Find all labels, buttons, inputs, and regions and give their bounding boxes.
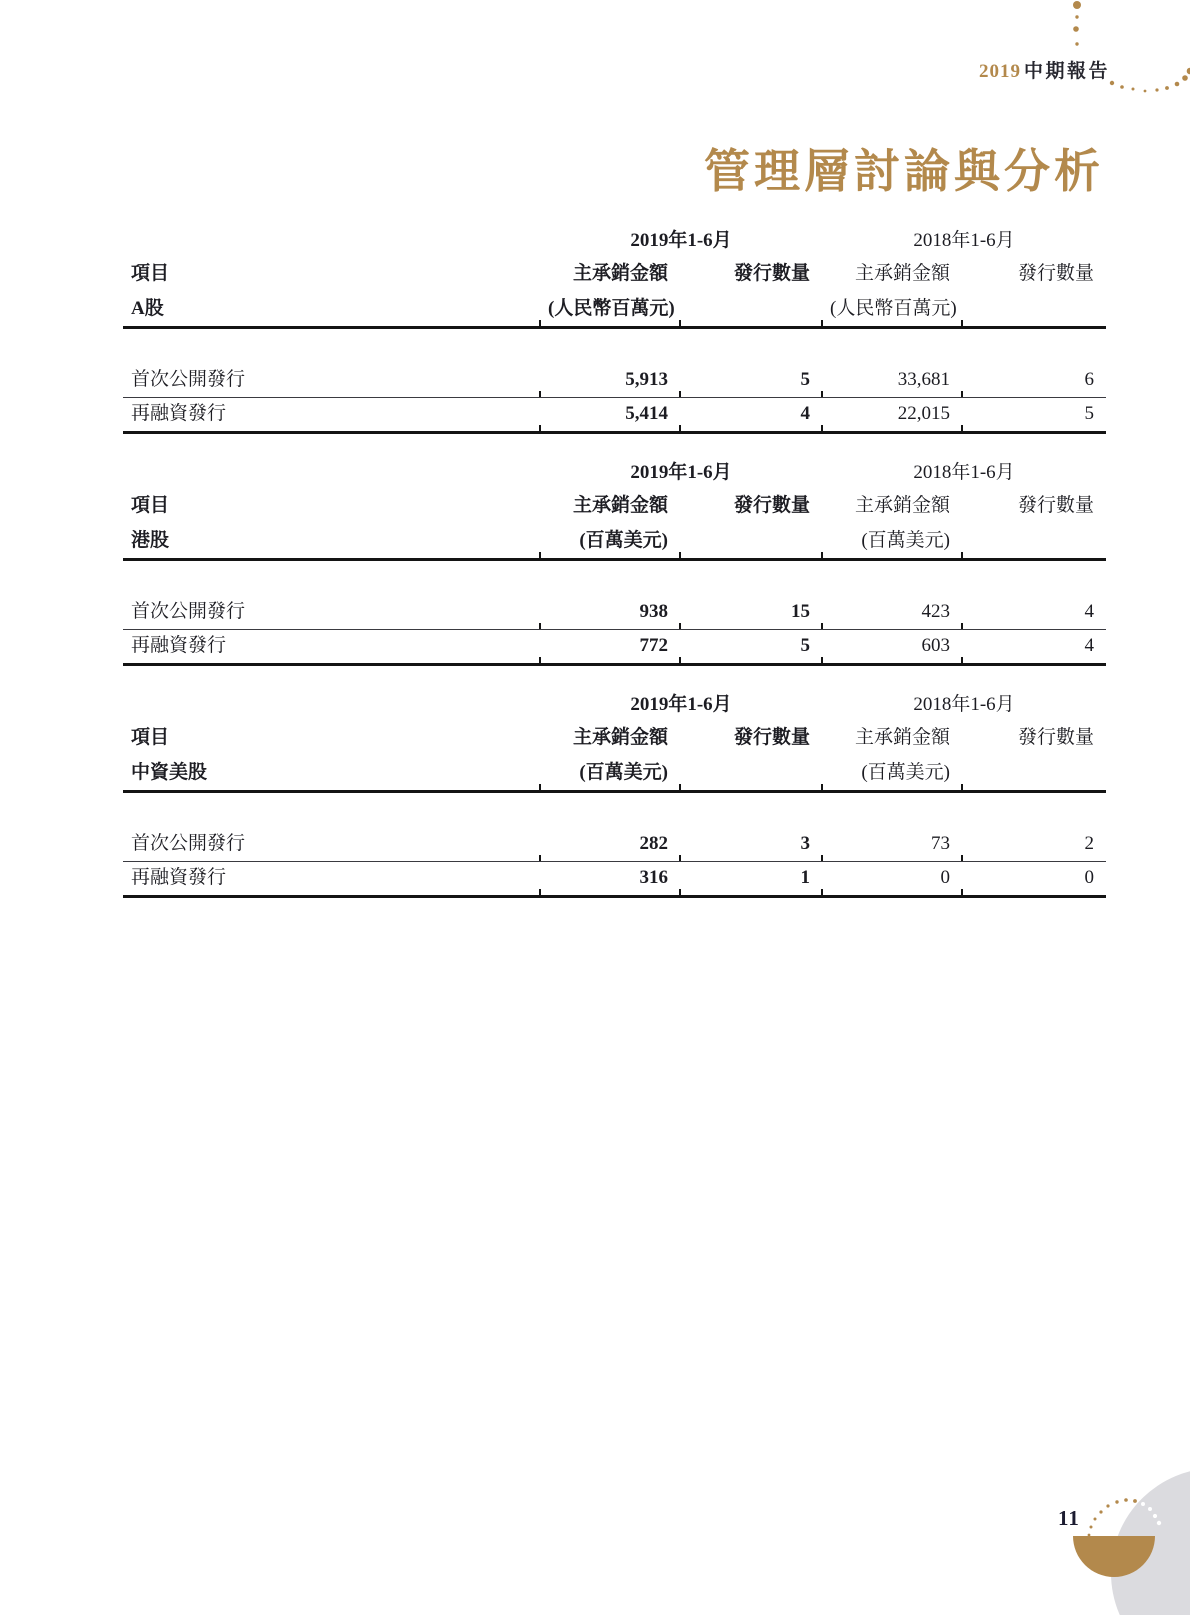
vertical-dots-icon <box>1073 1 1081 46</box>
col-header-amount-2018: 主承銷金額 <box>855 263 951 284</box>
unit-2018: (百萬美元) <box>822 523 962 559</box>
dotted-arc-icon <box>1110 68 1190 93</box>
report-tag-year: 2019 <box>978 61 1021 82</box>
col-header-item: 項目 <box>131 727 170 748</box>
col-header-item: 項目 <box>131 263 170 284</box>
table-row <box>123 595 1106 629</box>
col-header-item: 項目 <box>131 495 170 516</box>
row-label: 再融資發行 <box>123 861 540 896</box>
period-header-row <box>123 224 1106 258</box>
col-header-amount-2019: 主承銷金額 <box>572 495 668 516</box>
report-tag-title: 中期報告 <box>1023 61 1110 82</box>
table-hk-shares <box>123 456 1106 666</box>
period-2018-label: 2018年1-6月 <box>913 462 1015 483</box>
cell-amount-2018: 73 <box>822 827 962 861</box>
col-header-amount-2018: 主承銷金額 <box>855 495 951 516</box>
category-unit-row <box>123 755 1106 791</box>
period-2019-label: 2019年1-6月 <box>630 462 732 483</box>
col-header-amount-2019: 主承銷金額 <box>572 263 668 284</box>
cell-amount-2019: 316 <box>540 861 680 896</box>
gray-circle-icon <box>1111 1468 1190 1615</box>
row-label: 首次公開發行 <box>123 827 540 861</box>
col-header-count-2019: 發行數量 <box>734 495 811 516</box>
category-unit-row <box>123 523 1106 559</box>
cell-amount-2018: 603 <box>822 629 962 664</box>
cell-amount-2019: 5,913 <box>540 363 680 397</box>
table-us-chinese-shares <box>123 688 1106 898</box>
period-header-row <box>123 688 1106 722</box>
cell-amount-2019: 772 <box>540 629 680 664</box>
column-header-row <box>123 258 1106 291</box>
cell-amount-2019: 5,414 <box>540 397 680 432</box>
cell-count-2019: 4 <box>680 397 822 432</box>
cell-count-2019: 1 <box>680 861 822 896</box>
cell-amount-2018: 423 <box>822 595 962 629</box>
cell-amount-2018: 0 <box>822 861 962 896</box>
gold-semicircle-icon <box>1073 1536 1155 1577</box>
column-header-row <box>123 722 1106 755</box>
col-header-count-2019: 發行數量 <box>734 263 811 284</box>
page-number: 11 <box>1058 1506 1080 1530</box>
cell-count-2019: 3 <box>680 827 822 861</box>
cell-amount-2019: 282 <box>540 827 680 861</box>
category-unit-row <box>123 291 1106 327</box>
cell-count-2018: 0 <box>962 861 1106 896</box>
period-2018-label: 2018年1-6月 <box>913 230 1015 251</box>
unit-2018: (百萬美元) <box>822 755 962 791</box>
period-header-row <box>123 456 1106 490</box>
spacer-row <box>123 327 1106 363</box>
table-row <box>123 861 1106 896</box>
cell-count-2018: 6 <box>962 363 1106 397</box>
row-label: 首次公開發行 <box>123 363 540 397</box>
unit-2019: (百萬美元) <box>540 523 680 559</box>
category-label: A股 <box>123 291 540 327</box>
unit-2018: (人民幣百萬元) <box>822 291 962 327</box>
spacer-row <box>123 791 1106 827</box>
cell-count-2018: 4 <box>962 595 1106 629</box>
category-label: 港股 <box>123 523 540 559</box>
col-header-count-2018: 發行數量 <box>1018 263 1095 284</box>
table-row <box>123 827 1106 861</box>
cell-count-2019: 5 <box>680 363 822 397</box>
report-tag <box>979 56 1110 83</box>
period-2019-label: 2019年1-6月 <box>630 694 732 715</box>
top-right-dots-ornament <box>1040 0 1190 100</box>
cell-count-2018: 2 <box>962 827 1106 861</box>
dotted-arc-icon <box>1088 1498 1162 1536</box>
col-header-count-2019: 發行數量 <box>734 727 811 748</box>
col-header-amount-2019: 主承銷金額 <box>572 727 668 748</box>
column-header-row <box>123 490 1106 523</box>
cell-amount-2019: 938 <box>540 595 680 629</box>
unit-2019: (人民幣百萬元) <box>540 291 680 327</box>
cell-amount-2018: 33,681 <box>822 363 962 397</box>
row-label: 再融資發行 <box>123 397 540 432</box>
period-2019-label: 2019年1-6月 <box>630 230 732 251</box>
period-2018-label: 2018年1-6月 <box>913 694 1015 715</box>
spacer-row <box>123 559 1106 595</box>
page-title: 管理層討論與分析 <box>704 145 1104 197</box>
table-row <box>123 363 1106 397</box>
row-label: 首次公開發行 <box>123 595 540 629</box>
cell-count-2019: 5 <box>680 629 822 664</box>
cell-count-2019: 15 <box>680 595 822 629</box>
col-header-count-2018: 發行數量 <box>1018 495 1095 516</box>
unit-2019: (百萬美元) <box>540 755 680 791</box>
row-label: 再融資發行 <box>123 629 540 664</box>
cell-count-2018: 5 <box>962 397 1106 432</box>
table-row <box>123 397 1106 432</box>
category-label: 中資美股 <box>123 755 540 791</box>
cell-amount-2018: 22,015 <box>822 397 962 432</box>
col-header-amount-2018: 主承銷金額 <box>855 727 951 748</box>
col-header-count-2018: 發行數量 <box>1018 727 1095 748</box>
table-a-shares <box>123 224 1106 434</box>
table-row <box>123 629 1106 664</box>
cell-count-2018: 4 <box>962 629 1106 664</box>
